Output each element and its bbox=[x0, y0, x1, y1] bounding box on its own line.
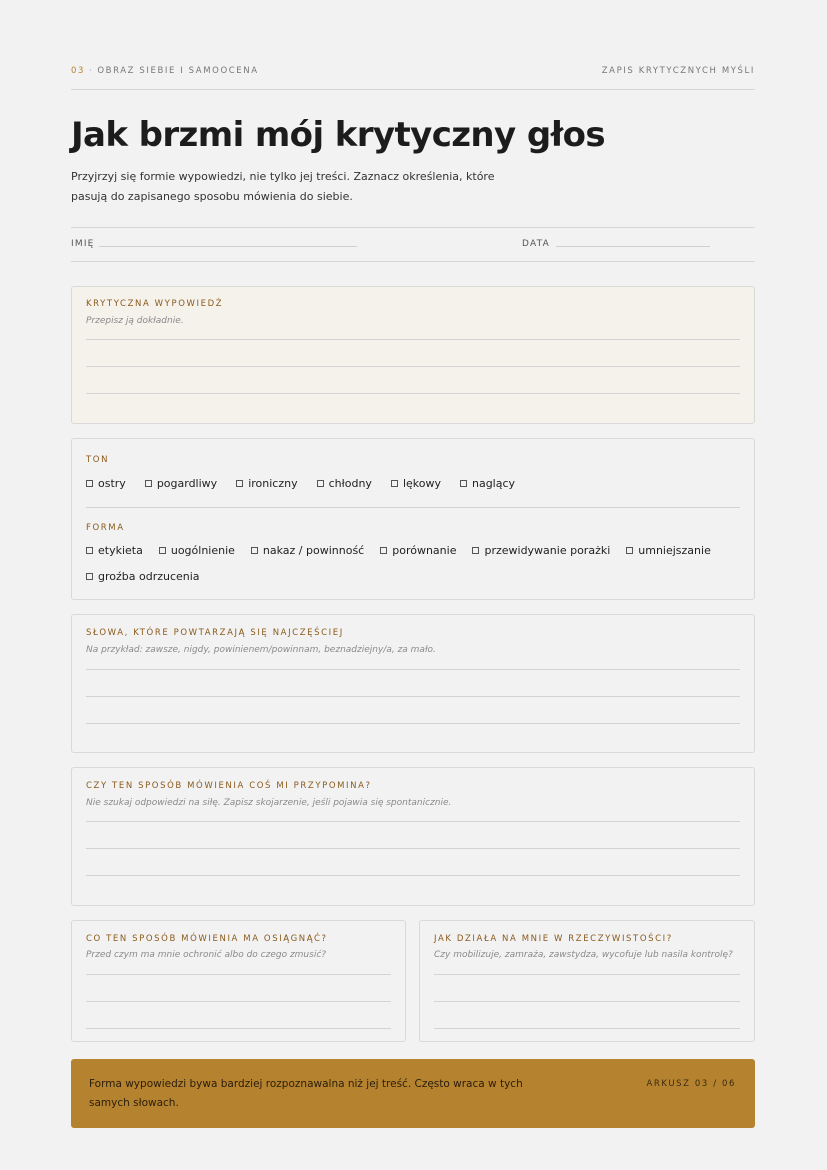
sheet-number: ARKUSZ 03 / 06 bbox=[646, 1079, 736, 1089]
writing-line[interactable] bbox=[86, 696, 740, 697]
header-divider bbox=[71, 89, 755, 90]
checkbox[interactable] bbox=[236, 480, 243, 487]
worksheet-page bbox=[71, 0, 755, 1170]
checkbox[interactable] bbox=[86, 573, 93, 580]
tone-option-lekowy[interactable]: lękowy bbox=[391, 477, 441, 490]
tone-option-pogardliwy[interactable]: pogardliwy bbox=[145, 477, 217, 490]
effect-card bbox=[419, 920, 755, 1042]
tone-option-ironiczny[interactable]: ironiczny bbox=[236, 477, 297, 490]
checkbox[interactable] bbox=[145, 480, 152, 487]
tone-form-divider bbox=[86, 507, 740, 508]
section-title: OBRAZ SIEBIE I SAMOOCENA bbox=[97, 66, 259, 76]
writing-line[interactable] bbox=[86, 1028, 391, 1029]
writing-line[interactable] bbox=[86, 393, 740, 394]
words-label: SŁOWA, KTÓRE POWTARZAJĄ SIĘ NAJCZĘŚCIEJ bbox=[86, 628, 344, 638]
name-label: IMIĘ bbox=[71, 239, 95, 249]
writing-line[interactable] bbox=[86, 974, 391, 975]
footer-text: Forma wypowiedzi bywa bardziej rozpoznawalna niż jej treść. Często wraca w tych samych słowach. bbox=[89, 1078, 523, 1109]
effect-label: JAK DZIAŁA NA MNIE W RZECZYWISTOŚCI? bbox=[434, 934, 673, 944]
intro-text: Przyjrzyj się formie wypowiedzi, nie tylko jej treści. Zaznacz określenia, które pasują do zapisanego sposobu mówienia do siebie. bbox=[71, 170, 495, 203]
checkbox[interactable] bbox=[251, 547, 258, 554]
fields-divider-top bbox=[71, 227, 755, 228]
page-title: Jak brzmi mój krytyczny głos bbox=[71, 115, 605, 155]
writing-line[interactable] bbox=[86, 875, 740, 876]
form-option-przewidywanie-porazki[interactable]: przewidywanie porażki bbox=[472, 544, 610, 557]
checkbox[interactable] bbox=[626, 547, 633, 554]
aim-label: CO TEN SPOSÓB MÓWIENIA MA OSIĄGNĄĆ? bbox=[86, 934, 328, 944]
form-options-row2 bbox=[86, 570, 219, 583]
header-bar bbox=[71, 66, 755, 78]
writing-line[interactable] bbox=[86, 669, 740, 670]
tone-label: TON bbox=[86, 455, 110, 465]
name-field[interactable] bbox=[99, 246, 357, 247]
checkbox[interactable] bbox=[460, 480, 467, 487]
tone-options bbox=[86, 477, 534, 490]
writing-line[interactable] bbox=[86, 1001, 391, 1002]
aim-hint: Przed czym ma mnie ochronić albo do czego zmusić? bbox=[86, 950, 327, 960]
statement-label: KRYTYCZNA WYPOWIEDŹ bbox=[86, 299, 224, 309]
form-option-umniejszanie[interactable]: umniejszanie bbox=[626, 544, 711, 557]
date-label: DATA bbox=[522, 239, 550, 249]
form-option-grozba-odrzucenia[interactable]: groźba odrzucenia bbox=[86, 570, 200, 583]
words-hint: Na przykład: zawsze, nigdy, powinienem/powinnam, beznadziejny/a, za mało. bbox=[86, 645, 436, 655]
form-option-etykieta[interactable]: etykieta bbox=[86, 544, 143, 557]
checkbox[interactable] bbox=[86, 547, 93, 554]
writing-line[interactable] bbox=[434, 1028, 740, 1029]
checkbox[interactable] bbox=[391, 480, 398, 487]
checkbox[interactable] bbox=[380, 547, 387, 554]
checkbox[interactable] bbox=[317, 480, 324, 487]
worksheet-series-title: ZAPIS KRYTYCZNYCH MYŚLI bbox=[601, 66, 755, 76]
statement-card bbox=[71, 286, 755, 424]
statement-hint: Przepisz ją dokładnie. bbox=[86, 316, 184, 326]
tone-option-ostry[interactable]: ostry bbox=[86, 477, 126, 490]
form-label: FORMA bbox=[86, 523, 125, 533]
writing-line[interactable] bbox=[86, 848, 740, 849]
form-option-porownanie[interactable]: porównanie bbox=[380, 544, 456, 557]
checkbox[interactable] bbox=[86, 480, 93, 487]
effect-hint: Czy mobilizuje, zamraża, zawstydza, wycofuje lub nasila kontrolę? bbox=[434, 950, 733, 960]
section-separator: · bbox=[89, 66, 94, 76]
writing-line[interactable] bbox=[86, 339, 740, 340]
writing-line[interactable] bbox=[86, 821, 740, 822]
writing-line[interactable] bbox=[434, 1001, 740, 1002]
reminds-hint: Nie szukaj odpowiedzi na siłę. Zapisz skojarzenie, jeśli pojawia się spontanicznie. bbox=[86, 798, 452, 808]
reminds-card bbox=[71, 767, 755, 906]
writing-line[interactable] bbox=[434, 974, 740, 975]
checkbox[interactable] bbox=[472, 547, 479, 554]
writing-line[interactable] bbox=[86, 723, 740, 724]
footer-banner bbox=[71, 1059, 755, 1128]
form-option-nakaz[interactable]: nakaz / powinność bbox=[251, 544, 364, 557]
fields-divider-bottom bbox=[71, 261, 755, 262]
writing-line[interactable] bbox=[86, 366, 740, 367]
tone-form-card bbox=[71, 438, 755, 600]
tone-option-chlodny[interactable]: chłodny bbox=[317, 477, 372, 490]
reminds-label: CZY TEN SPOSÓB MÓWIENIA COŚ MI PRZYPOMINA? bbox=[86, 781, 372, 791]
form-option-uogolnienie[interactable]: uogólnienie bbox=[159, 544, 235, 557]
section-number: 03 bbox=[71, 66, 86, 76]
form-options bbox=[86, 544, 711, 557]
tone-option-naglacy[interactable]: naglący bbox=[460, 477, 515, 490]
checkbox[interactable] bbox=[159, 547, 166, 554]
words-card bbox=[71, 614, 755, 753]
aim-card bbox=[71, 920, 406, 1042]
date-field[interactable] bbox=[556, 246, 710, 247]
